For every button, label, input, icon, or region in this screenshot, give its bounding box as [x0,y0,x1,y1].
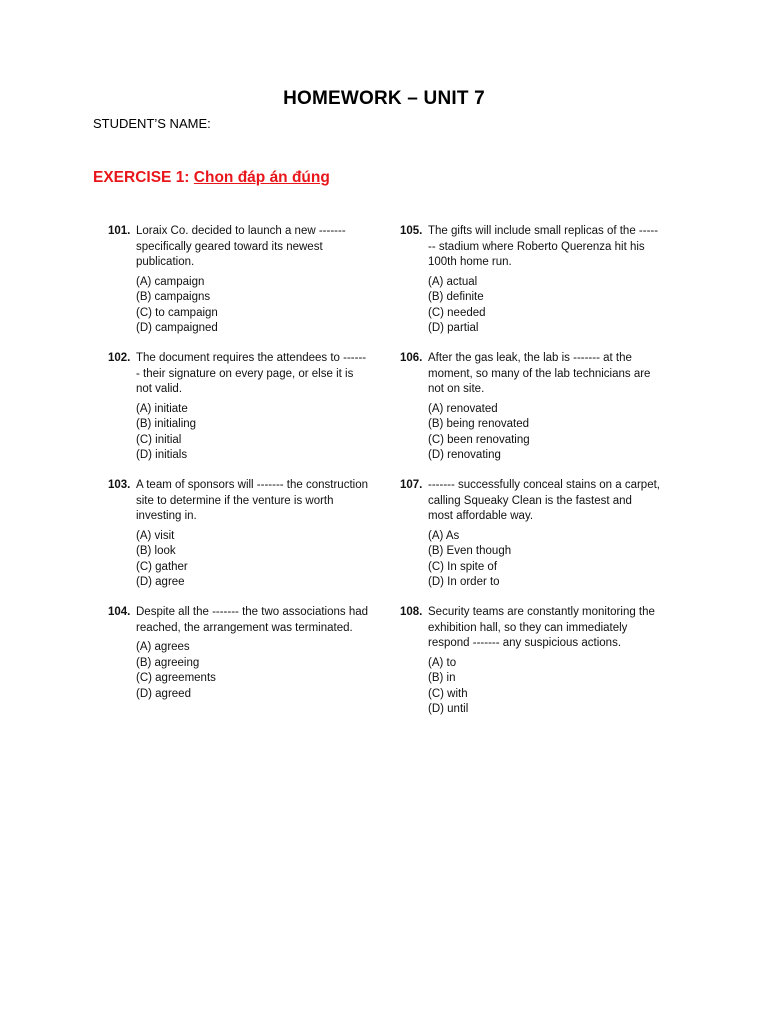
option-b: (B) look [136,545,176,557]
question-number: 104. [108,606,131,618]
question-106 [400,351,660,478]
answer-options [136,529,368,591]
question-103 [108,478,368,605]
option-c: (C) to campaign [136,306,218,319]
option-d: (D) until [428,703,469,715]
student-name-label: STUDENT’S NAME: [93,116,211,131]
option-b: (B) definite [428,291,484,303]
answer-options [136,275,368,337]
option-a: (A) actual [428,275,478,288]
option-d: (D) campaigned [136,322,218,334]
option-c: (C) been renovating [428,433,530,446]
questions-left-column [108,224,368,732]
answer-options [428,402,660,464]
question-number: 105. [400,225,423,237]
question-stem: Loraix Co. decided to launch a new ------- specifically geared toward its newest publication. [136,225,346,268]
question-number: 102. [108,352,131,364]
question-stem: After the gas leak, the lab is ------- at the moment, so many of the lab technicians are not on site. [428,352,651,395]
question-stem: Despite all the ------- the two associations had reached, the arrangement was terminated. [136,606,369,634]
option-a: (A) initiate [136,402,188,415]
question-104 [108,605,368,732]
option-d: (D) initials [136,449,188,461]
answer-options [428,275,660,337]
question-stem: Security teams are constantly monitoring the exhibition hall, so they can immediately respond ------- any suspicious actions. [428,606,655,649]
question-101 [108,224,368,351]
question-stem: ------- successfully conceal stains on a carpet, calling Squeaky Clean is the fastest and most affordable way. [428,479,660,522]
option-b: (B) agreeing [136,656,200,669]
option-d: (D) agreed [136,687,191,700]
answer-options [136,402,368,464]
option-b: (B) initialing [136,418,197,430]
questions-right-column [400,224,660,732]
option-a: (A) to [428,656,457,669]
question-stem: The gifts will include small replicas of the ------- stadium where Roberto Querenza hit his 100th home run. [428,225,659,268]
option-a: (A) campaign [136,275,205,288]
exercise-instruction: Chon đáp án đúng [193,169,330,186]
option-d: (D) partial [428,322,479,334]
option-c: (C) with [428,687,468,700]
question-102 [108,351,368,478]
option-a: (A) As [428,529,460,542]
question-number: 103. [108,479,131,491]
answer-options [428,656,660,718]
question-number: 106. [400,352,423,364]
page-title: HOMEWORK – UNIT 7 [283,88,485,109]
exercise-label: EXERCISE 1: [93,169,190,186]
exercise-heading [93,169,330,187]
question-number: 108. [400,606,423,618]
option-b: (B) campaigns [136,291,211,303]
option-a: (A) renovated [428,402,498,415]
option-d: (D) agree [136,576,185,588]
question-105 [400,224,660,351]
question-number: 101. [108,225,131,237]
option-b: (B) being renovated [428,418,530,430]
option-d: (D) In order to [428,576,500,588]
answer-options [428,529,660,591]
option-c: (C) agreements [136,672,216,684]
option-c: (C) gather [136,560,188,573]
option-c: (C) initial [136,433,182,446]
option-c: (C) needed [428,306,486,319]
option-d: (D) renovating [428,449,501,461]
question-108 [400,605,660,732]
option-c: (C) In spite of [428,560,498,573]
question-stem: A team of sponsors will ------- the construction site to determine if the venture is worth investing in. [136,479,368,522]
answer-options [136,640,368,702]
option-a: (A) visit [136,529,175,542]
option-b: (B) Even though [428,545,512,557]
question-stem: The document requires the attendees to ------- their signature on every page, or else it is not valid. [136,352,367,395]
question-number: 107. [400,479,423,491]
option-b: (B) in [428,672,456,684]
option-a: (A) agrees [136,641,190,653]
question-107 [400,478,660,605]
